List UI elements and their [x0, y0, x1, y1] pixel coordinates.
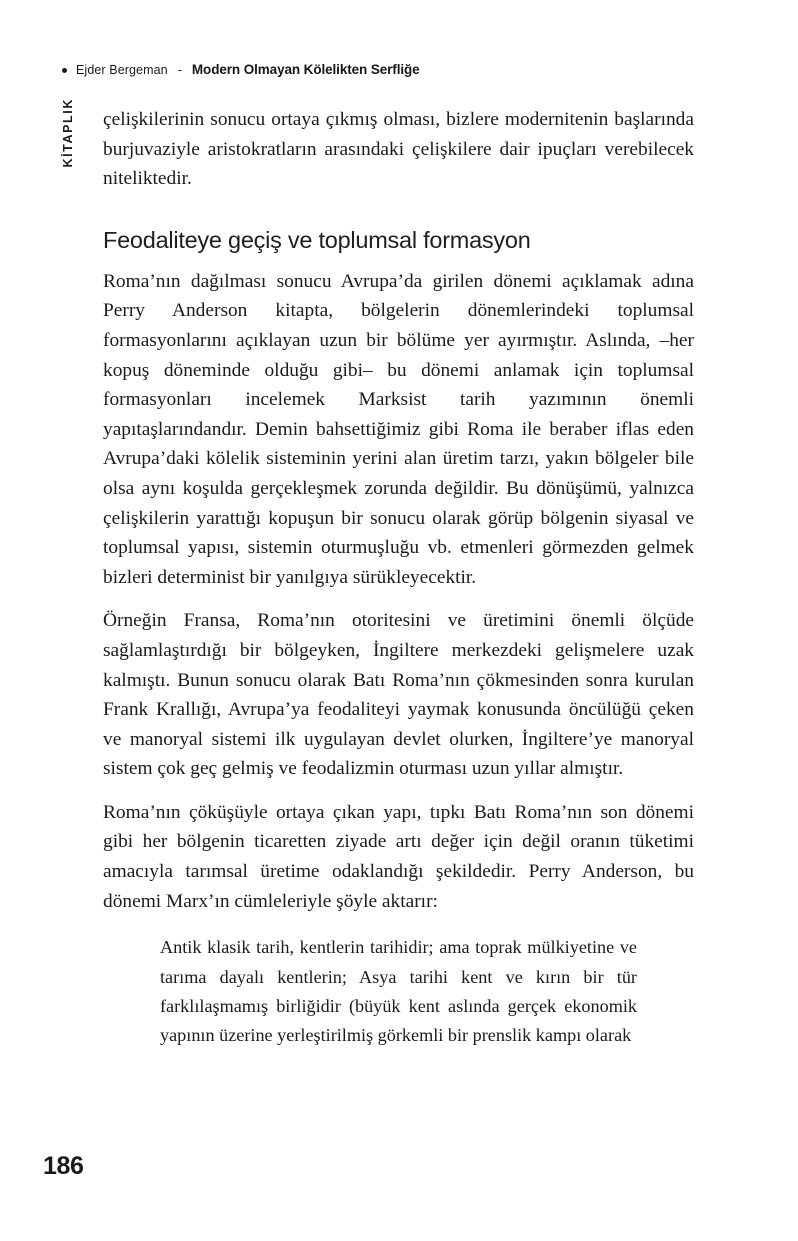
header-author-name: Ejder Bergeman: [76, 62, 168, 77]
bullet-icon: [62, 68, 67, 73]
page-number: 186: [43, 1152, 84, 1180]
blockquote-text: Antik klasik tarih, kentlerin tarihidir; ama toprak mülkiyetine ve tarıma dayalı kentlerin; Asya tarihi kent ve kırın bir tür farklılaşmamış birliğidir (büyük kent aslında gerçek ekonomik yapının üzerine yerleştirilmiş görkemli bir prenslik kampı olarak: [160, 937, 637, 1046]
text-column: [103, 105, 694, 1051]
side-tab-label: KİTAPLIK: [61, 98, 75, 168]
paragraph-3: Örneğin Fransa, Roma’nın otoritesini ve üretimini önemli ölçüde sağlamlaştırdığı bir bölgeyken, İngiltere merkezdeki gelişmelere uzak kalmıştı. Bunun sonucu olarak Batı Roma’nın çökmesinden sonra kurulan Frank Krallığı, Avrupa’ya feodaliteyi yaymak konusunda öncülüğü çeken ve manoryal sistemi ilk uygulayan devlet olurken, İngiltere’ye manoryal sistem çok geç gelmiş ve feodalizmin oturması uzun yıllar almıştır.: [103, 610, 694, 780]
paragraph-continued: çelişkilerinin sonucu ortaya çıkmış olması, bizlere modernitenin başlarında burjuvaziyle aristokratların arasındaki çelişkilere dair ipuçları verebilecek niteliktedir.: [103, 109, 694, 190]
header-book-title: Modern Olmayan Kölelikten Serfliğe: [191, 62, 420, 77]
paragraph-4: Roma’nın çöküşüyle ortaya çıkan yapı, tıpkı Batı Roma’nın son dönemi gibi her bölgenin ticaretten ziyade artı değer için değil oranın tüketimi amacıyla tarımsal üretime odaklandığı şekildedir. Perry Anderson, bu dönemi Marx’ın cümleleriyle şöyle aktarır:: [103, 801, 694, 912]
side-tab: [46, 98, 75, 208]
header-separator: -: [177, 62, 182, 77]
blockquote: [103, 933, 637, 1051]
paragraph-2: Roma’nın dağılması sonucu Avrupa’da girilen dönemi açıklamak adına Perry Anderson kitapta, bölgelerin dönemlerindeki toplumsal formasyonlarını açıklayan uzun bir bölüme yer ayırmıştır. Aslında, –her kopuş döneminde olduğu gibi– bu dönemi anlamak için toplumsal formasyonları incelemek Marksist tarih yazımının önemli yapıtaşlarındandır. Demin bahsettiğimiz gibi Roma ile beraber iflas eden Avrupa’daki kölelik sisteminin yerini alan üretim tarzı, yakın bölgeler bile olsa aynı koşulda gerçekleşmek zorunda değildir. Bu dönüşümü, yalnızca çelişkilerin yarattığı kopuşun bir sonucu olarak görüp bölgenin siyasal ve toplumsal yapısı, sistemin oturmuşluğu vb. etmenleri görmezden gelmek bizleri determinist bir yanılgıya sürükleyecektir.: [103, 270, 694, 588]
running-header: [62, 62, 420, 77]
section-heading: Feodaliteye geçiş ve toplumsal formasyon: [103, 226, 531, 253]
